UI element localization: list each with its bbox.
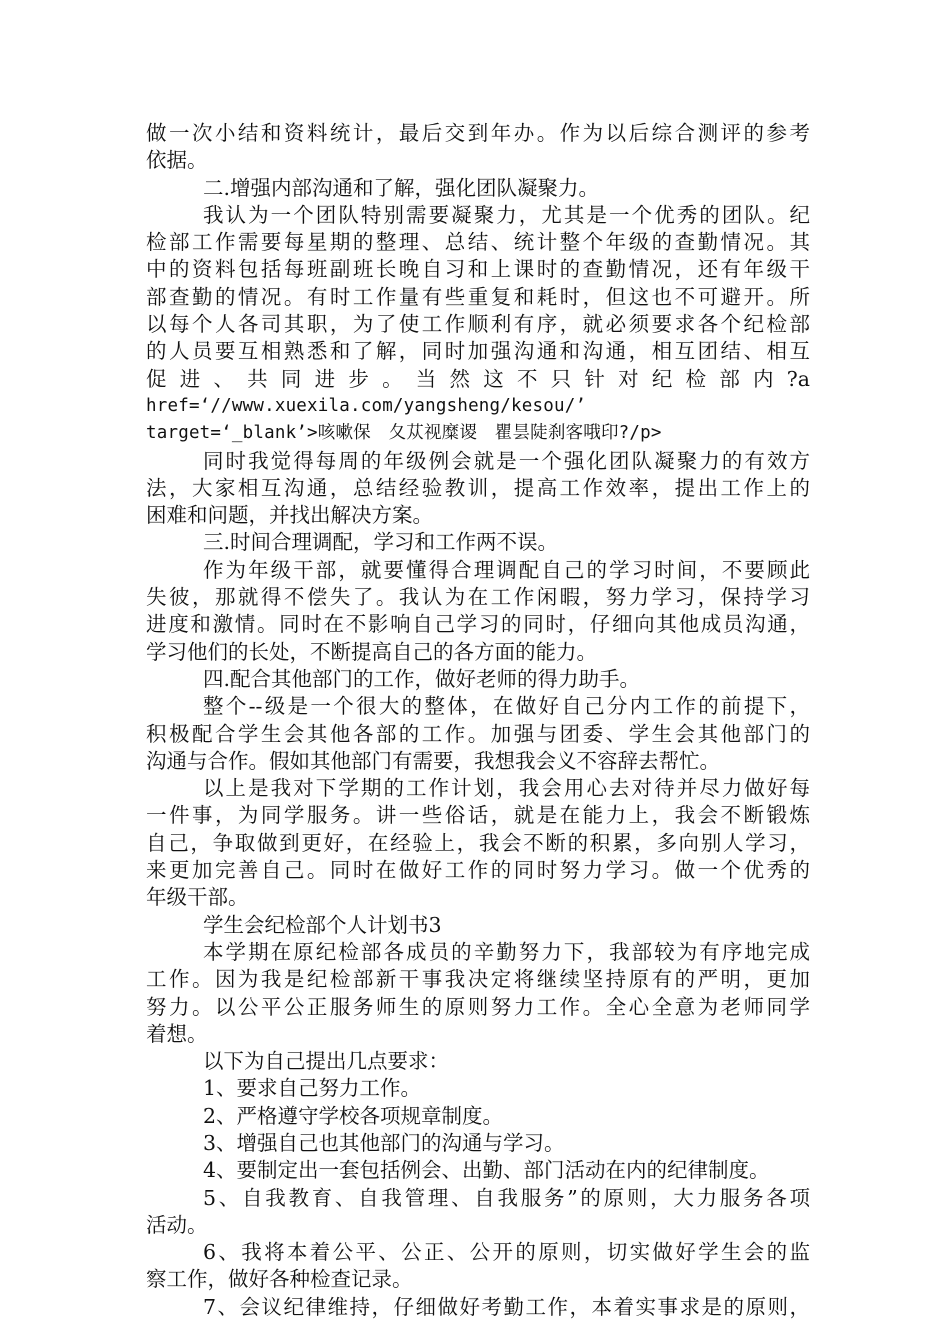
text-line: 学习他们的长处，不断提高自己的各方面的能力。	[146, 639, 597, 664]
text-line: 以每个人各司其职，为了使工作顺利有序，就必须要求各个纪检部	[146, 312, 810, 337]
text-line: 来更加完善自己。同时在做好工作的同时努力学习。做一个优秀的	[146, 858, 810, 883]
text-line: 学生会纪检部个人计划书3	[203, 912, 442, 937]
text-line: 积极配合学生会其他各部的工作。加强与团委、学生会其他部门的	[146, 721, 810, 746]
text-line: 察工作，做好各种检查记录。	[146, 1267, 413, 1292]
text-line: 3、增强自己也其他部门的沟通与学习。	[203, 1130, 565, 1155]
text-line: 5、自我教育、自我管理、自我服务”的原则，大力服务各项	[203, 1185, 810, 1210]
text-line: 法，大家相互沟通，总结经验教训，提高工作效率，提出工作上的	[146, 475, 810, 500]
text-line: 检部工作需要每星期的整理、总结、统计整个年级的查勤情况。其	[146, 230, 810, 255]
text-line: 工作。因为我是纪检部新干事我决定将继续坚持原有的严明，更加	[146, 967, 810, 992]
text-line: 四.配合其他部门的工作，做好老师的得力助手。	[203, 666, 641, 691]
text-line: 进度和激情。同时在不影响自己学习的同时，仔细向其他成员沟通，	[146, 612, 810, 637]
text-line: target=‘_blank’>咳嗽保 夂苁视糜谡 瞿昙陡刹客哦印?/p>	[146, 423, 662, 444]
text-line: 努力。以公平公正服务师生的原则努力工作。全心全意为老师同学	[146, 994, 810, 1019]
text-line: 一件事，为同学服务。讲一些俗话，就是在能力上，我会不断锻炼	[146, 803, 810, 828]
text-line: 同时我觉得每周的年级例会就是一个强化团队凝聚力的有效方	[203, 448, 810, 473]
text-line: 整个--级是一个很大的整体，在做好自己分内工作的前提下，	[203, 694, 810, 719]
document-body	[146, 120, 810, 1321]
text-line: 困难和问题，并找出解决方案。	[146, 503, 433, 528]
text-line: 的人员要互相熟悉和了解，同时加强沟通和沟通，相互团结、相互	[146, 339, 810, 364]
text-line: href=‘//www.xuexila.com/yangsheng/kesou/’	[146, 395, 587, 416]
text-line: 7、会议纪律维持，仔细做好考勤工作，本着实事求是的原则，	[203, 1294, 810, 1319]
text-line: 2、严格遵守学校各项规章制度。	[203, 1103, 504, 1128]
text-line: 1、要求自己努力工作。	[203, 1076, 422, 1101]
text-line: 依据。	[146, 148, 208, 173]
text-line: 中的资料包括每班副班长晚自习和上课时的查勤情况，还有年级干	[146, 257, 810, 282]
text-line: 做一次小结和资料统计，最后交到年办。作为以后综合测评的参考	[146, 121, 810, 145]
text-line: 我认为一个团队特别需要凝聚力，尤其是一个优秀的团队。纪	[203, 202, 810, 227]
text-line: 活动。	[146, 1212, 208, 1237]
text-line: 着想。	[146, 1021, 208, 1046]
text-line: 6、我将本着公平、公正、公开的原则，切实做好学生会的监	[203, 1240, 810, 1265]
text-line: 沟通与合作。假如其他部门有需要，我想我会义不容辞去帮忙。	[146, 748, 720, 773]
text-line: 作为年级干部，就要懂得合理调配自己的学习时间，不要顾此	[203, 557, 810, 582]
text-line: 4、要制定出一套包括例会、出勤、部门活动在内的纪律制度。	[203, 1158, 770, 1183]
text-line: 部查勤的情况。有时工作量有些重复和耗时，但这也不可避开。所	[146, 284, 810, 309]
text-line: 以下为自己提出几点要求：	[203, 1049, 449, 1074]
text-line: 促进、共同进步。当然这不只针对纪检部内?a	[146, 366, 810, 391]
text-line: 自己，争取做到更好，在经验上，我会不断的积累，多向别人学习，	[146, 830, 810, 855]
text-line: 以上是我对下学期的工作计划，我会用心去对待并尽力做好每	[203, 776, 810, 801]
text-line: 二.增强内部沟通和了解，强化团队凝聚力。	[203, 175, 600, 200]
text-line: 三.时间合理调配，学习和工作两不误。	[203, 530, 559, 555]
text-line: 年级干部。	[146, 885, 249, 910]
text-line: 失彼，那就得不偿失了。我认为在工作闲暇，努力学习，保持学习	[146, 585, 810, 610]
text-line: 本学期在原纪检部各成员的辛勤努力下，我部较为有序地完成	[203, 939, 810, 964]
